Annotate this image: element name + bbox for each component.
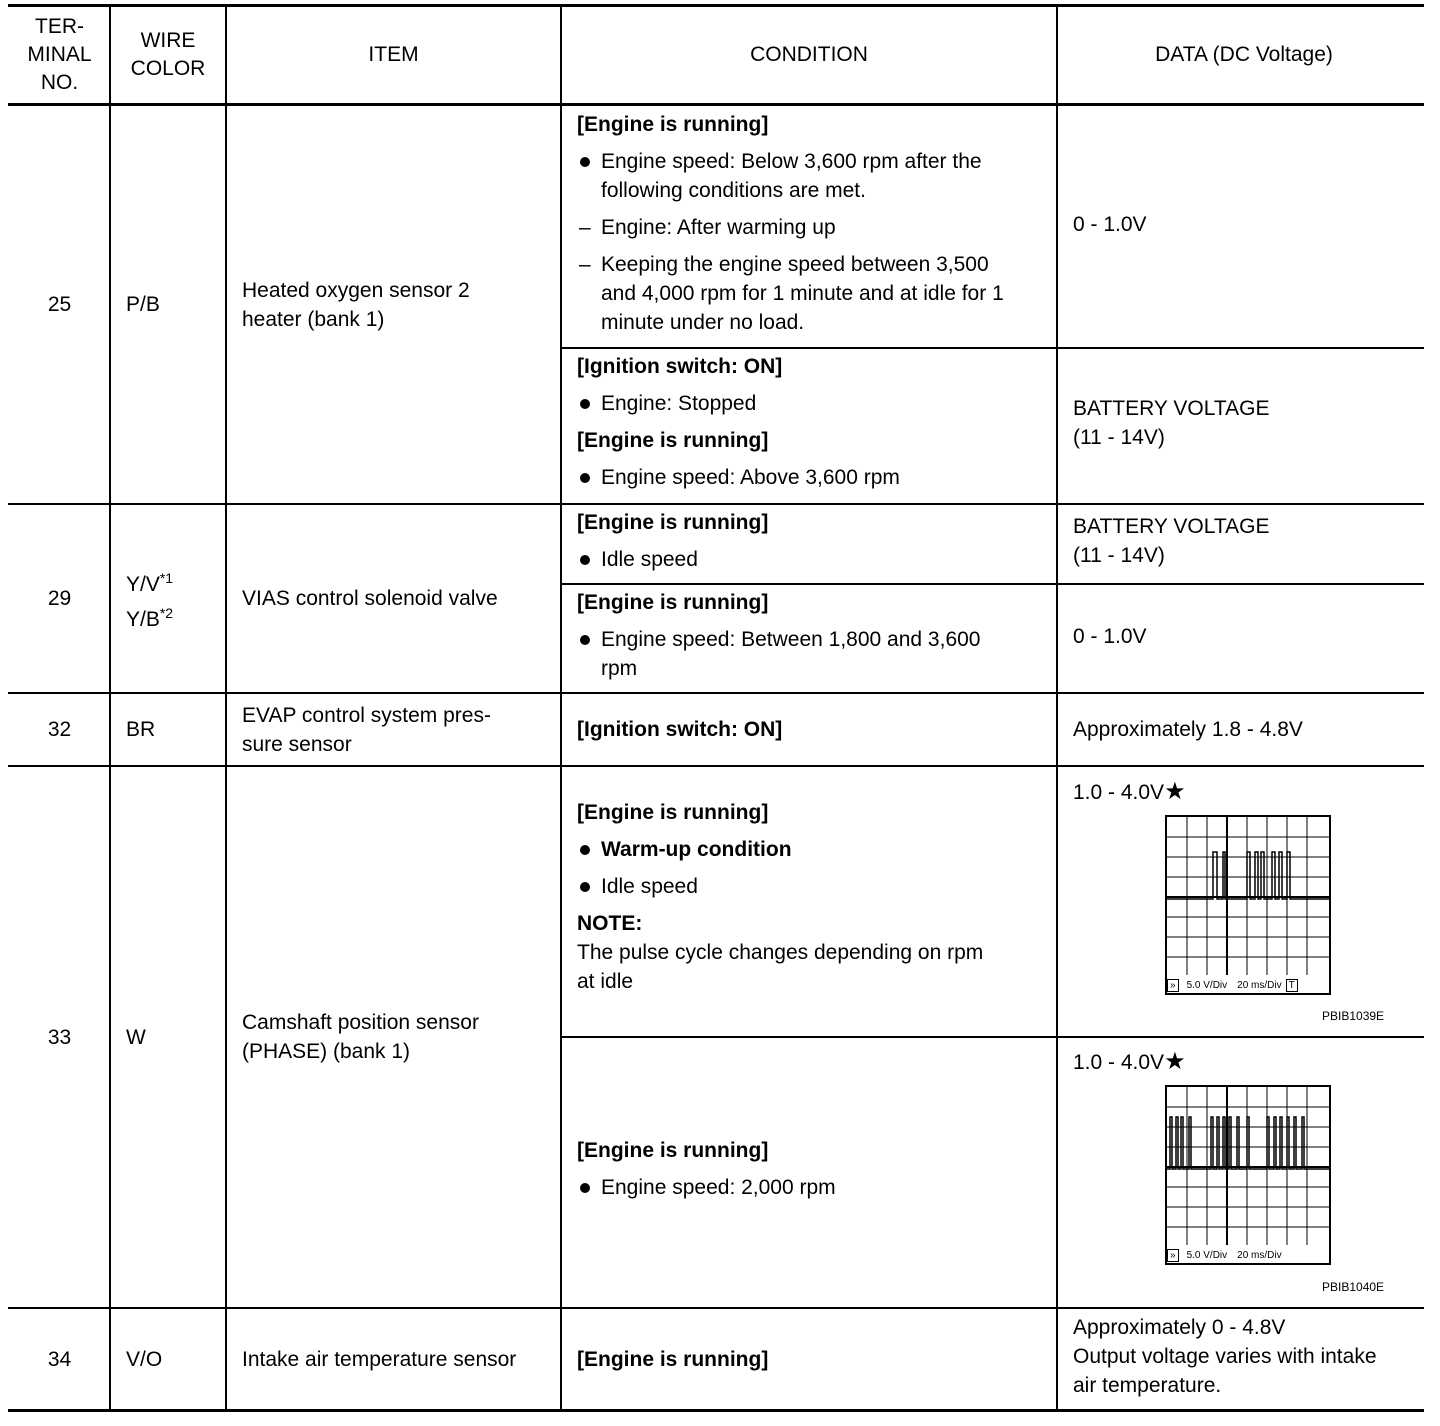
header-condition: CONDITION (750, 43, 868, 66)
bottom-border (8, 1409, 1424, 1412)
oscilloscope-waveform-2000rpm (1165, 1085, 1331, 1265)
condition-34: [Engine is running] (577, 1347, 769, 1371)
condition-25b: [Ignition switch: ON] Engine: Stopped [Engine is running] Engine speed: Above 3,600 rpm (577, 352, 1047, 500)
condition-33b: [Engine is running] Engine speed: 2,000 rpm (577, 1136, 1047, 1210)
item-32: EVAP control system pres- sure sensor (242, 703, 491, 756)
sub-divider-33 (560, 1036, 1424, 1038)
condition-32: [Ignition switch: ON] (577, 718, 783, 741)
wire-color-33: W (126, 1025, 146, 1049)
star-icon: ★ (1164, 778, 1186, 805)
header-item: ITEM (368, 43, 419, 66)
terminal-33: 33 (47, 1025, 72, 1049)
col-line-4 (1056, 5, 1058, 1412)
figure-code-1040: PBIB1040E (1322, 1280, 1385, 1294)
item-25: Heated oxygen sensor 2 heater (bank 1) (242, 278, 470, 331)
col-line-2 (225, 5, 227, 1412)
star-icon: ★ (1164, 1048, 1186, 1075)
terminal-29: 29 (47, 587, 72, 610)
col-line-3 (560, 5, 562, 1412)
scope-scale-label: » 5.0 V/Div 20 ms/Div (1167, 1247, 1329, 1263)
data-25a: 0 - 1.0V (1073, 213, 1147, 236)
condition-33a: [Engine is running] Warm-up condition Idle speed NOTE: The pulse cycle changes depending on rpm at idle (577, 798, 1047, 996)
scope-scale-label: » 5.0 V/Div 20 ms/Div T (1167, 977, 1329, 993)
figure-code-1039: PBIB1039E (1322, 1009, 1385, 1023)
wire-color-34: V/O (126, 1347, 163, 1371)
data-34: Approximately 0 - 4.8V Output voltage varies with intake air temperature. (1073, 1316, 1377, 1397)
header-wire-color: WIRE COLOR (130, 29, 206, 80)
data-33b: 1.0 - 4.0V★ (1073, 1048, 1186, 1075)
item-33: Camshaft position sensor (PHASE) (bank 1) (242, 1011, 479, 1063)
data-32: Approximately 1.8 - 4.8V (1073, 718, 1303, 741)
item-29: VIAS control solenoid valve (242, 587, 498, 610)
wire-color-32: BR (126, 718, 156, 741)
row-divider-29 (8, 503, 1424, 505)
data-29b: 0 - 1.0V (1073, 625, 1147, 648)
terminal-25: 25 (47, 293, 72, 316)
terminal-34: 34 (47, 1347, 72, 1371)
row-divider-33 (8, 765, 1424, 767)
wire-color-29: $Y/V^{*1}$ $Y/B^{*2}$ (126, 569, 174, 631)
item-34: Intake air temperature sensor (242, 1347, 517, 1371)
col-line-1 (109, 5, 111, 1412)
data-33a: 1.0 - 4.0V★ (1073, 778, 1186, 805)
wire-color-25: P/B (126, 293, 160, 316)
data-25b: BATTERY VOLTAGE (11 - 14V) (1073, 397, 1270, 449)
data-29a: BATTERY VOLTAGE (11 - 14V) (1073, 515, 1270, 567)
sub-divider-25 (560, 347, 1424, 349)
sub-divider-29 (560, 583, 1424, 585)
condition-29b: [Engine is running] Engine speed: Between 1,800 and 3,600 rpm (577, 588, 1047, 691)
oscilloscope-waveform-idle (1165, 815, 1331, 995)
condition-25a: [Engine is running] Engine speed: Below 3,600 rpm after the following conditions are met. – Engine: After warming up – Keeping the engine speed between 3,500 and 4,000 rpm for 1 minute and at idle for 1 minute under no load. (577, 110, 1047, 345)
header-data: DATA (DC Voltage) (1155, 43, 1333, 66)
terminal-32: 32 (47, 718, 72, 741)
header-terminal-no: TER- MINAL NO. (27, 15, 92, 94)
condition-29a: [Engine is running] Idle speed (577, 508, 1047, 582)
